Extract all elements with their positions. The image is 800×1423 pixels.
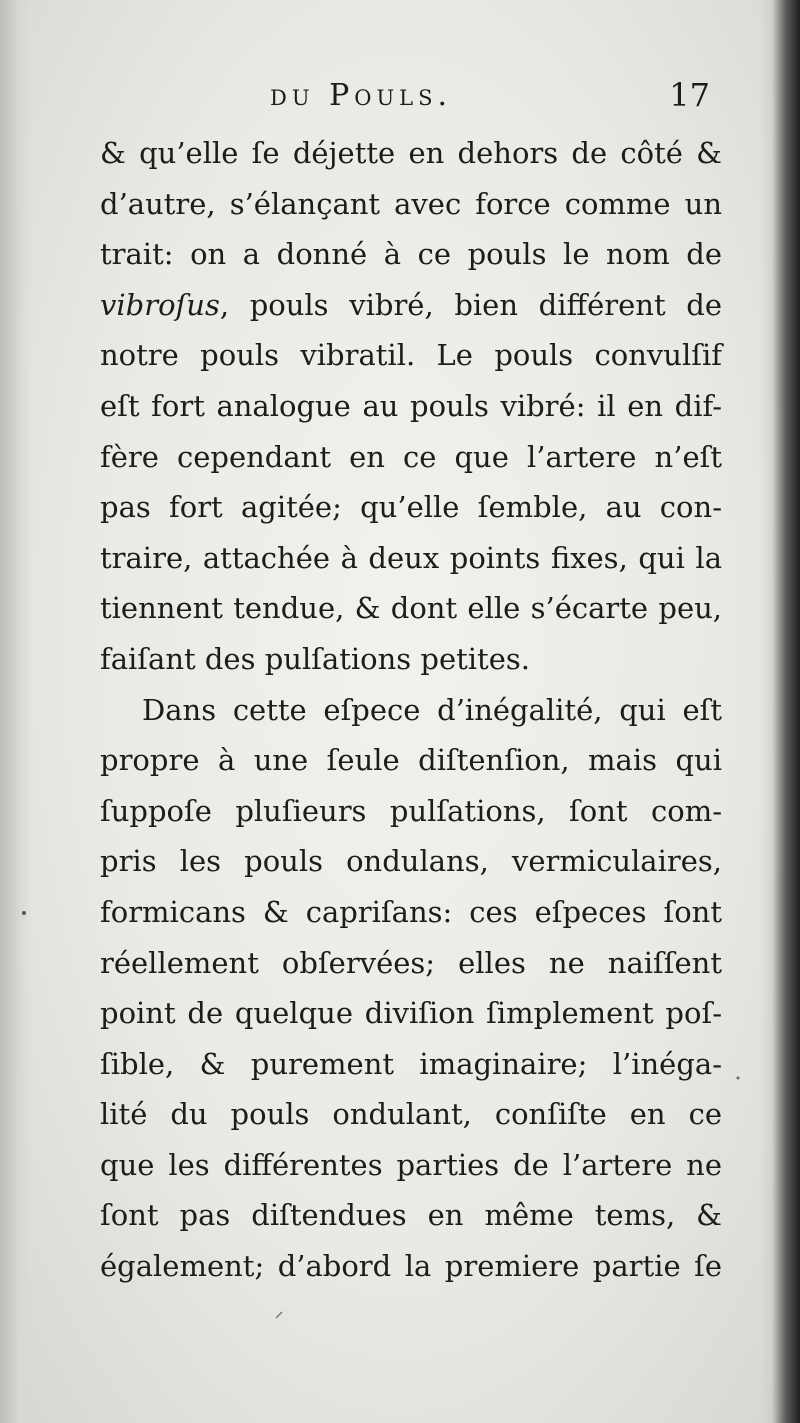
text-line: & qu’elle ſe déjette en dehors de côté & bbox=[100, 136, 722, 170]
text-line-rest: , pouls vibré, bien différent de bbox=[219, 287, 722, 322]
page-gutter-shadow bbox=[0, 0, 32, 1423]
text-line: que les différentes parties de l’artere ne bbox=[100, 1147, 722, 1182]
page-number: 17 bbox=[669, 76, 710, 114]
page-edge-shadow bbox=[760, 0, 800, 1423]
text-line: ſuppoſe pluſieurs pulſations, ſont com- bbox=[100, 793, 722, 828]
ink-speck bbox=[737, 1077, 740, 1080]
text-line bbox=[100, 280, 722, 331]
text-line: eſt fort analogue au pouls vibré: il en dif- bbox=[100, 388, 722, 423]
text-line: d’autre, s’élançant avec force comme un bbox=[100, 186, 722, 221]
paragraph-start-line: Dans cette eſpece d’inégalité, qui eſt bbox=[142, 692, 722, 727]
ink-speck bbox=[276, 1312, 282, 1318]
text-line: réellement obſervées; elles ne naiſſent bbox=[100, 945, 722, 980]
running-head bbox=[270, 72, 720, 122]
text-line: également; d’abord la premiere partie ſe bbox=[100, 1249, 722, 1284]
text-line: notre pouls vibratil. Le pouls convulſif bbox=[100, 338, 722, 373]
italic-term: vibroſus bbox=[100, 287, 220, 322]
text-line: fère cependant en ce que l’artere n’eſt bbox=[100, 439, 722, 474]
running-title: du Pouls. bbox=[270, 78, 453, 113]
text-line: ſont pas diſtendues en même tems, & bbox=[100, 1198, 722, 1233]
text-line: propre à une ſeule diſtenſion, mais qui bbox=[100, 743, 722, 778]
text-line: point de quelque diviſion ſimplement poſ- bbox=[100, 996, 722, 1031]
text-line: faiſant des pulſations petites. bbox=[100, 641, 530, 676]
text-line: formicans & capriſans: ces eſpeces ſont bbox=[100, 894, 722, 929]
text-line: traire, attachée à deux points fixes, qui la bbox=[100, 540, 722, 575]
text-line: trait: on a donné à ce pouls le nom de bbox=[100, 237, 722, 272]
text-line: pas fort agitée; qu’elle ſemble, au con- bbox=[100, 490, 722, 525]
text-line: ſible, & purement imaginaire; l’inéga- bbox=[100, 1046, 722, 1081]
body-text bbox=[100, 128, 722, 1292]
text-line: tiennent tendue, & dont elle s’écarte peu, bbox=[100, 591, 722, 626]
text-line: pris les pouls ondulans, vermiculaires, bbox=[100, 844, 722, 879]
text-line: lité du pouls ondulant, conſiſte en ce bbox=[100, 1097, 722, 1132]
